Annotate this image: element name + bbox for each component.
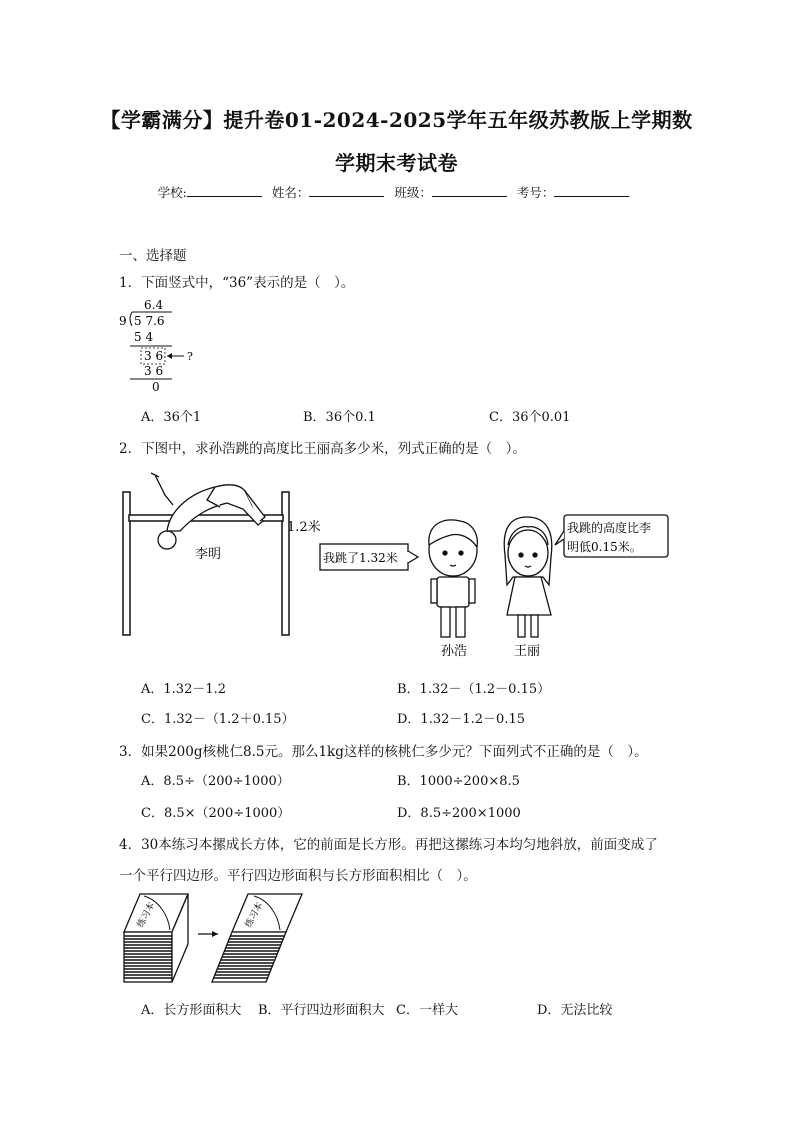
name-label: 姓名：	[271, 185, 310, 200]
boy-figure	[429, 520, 478, 637]
id-blank	[554, 184, 629, 197]
girl-figure	[504, 517, 552, 637]
q1-option-a[interactable]: A．36个1	[141, 410, 202, 425]
step2-text: 3 6	[144, 349, 164, 363]
long-division-figure	[112, 295, 212, 393]
dividend-text: 5 7.6	[134, 314, 165, 328]
step1-text: 5 4	[134, 330, 154, 344]
class-blank	[432, 184, 507, 197]
q4-option-c[interactable]: C．一样大	[396, 1003, 458, 1018]
q3-option-c[interactable]: C．8.5×（200÷1000）	[141, 806, 291, 821]
remainder-text: 0	[152, 380, 160, 393]
q3-option-d[interactable]: D．8.5÷200×1000	[397, 806, 521, 821]
boy-name: 孙浩	[441, 644, 468, 659]
question-4-stem-line2: 一个平行四边形。平行四边形面积与长方形面积相比（ ）。	[119, 868, 477, 884]
girl-name: 王丽	[514, 644, 541, 659]
q1-option-b[interactable]: B．36个0.1	[303, 410, 376, 425]
exercise-books-figure	[120, 890, 310, 986]
school-blank	[187, 184, 262, 197]
q3-option-b[interactable]: B．1000÷200×8.5	[397, 774, 520, 789]
right-book-label: 练习本	[243, 900, 266, 930]
girl-speech-line2: 明低0.15米。	[567, 540, 642, 554]
jumper-figure	[151, 473, 265, 549]
q4-option-d[interactable]: D．无法比较	[537, 1003, 613, 1018]
q4-option-a[interactable]: A．长方形面积大	[141, 1003, 242, 1018]
q2-option-d[interactable]: D．1.32－1.2－0.15	[397, 712, 525, 727]
q4-option-b[interactable]: B．平行四边形面积大	[258, 1003, 385, 1018]
question-mark-text: ?	[187, 350, 193, 363]
divisor-text: 9	[119, 314, 127, 328]
id-label: 考号：	[516, 185, 555, 200]
school-label: 学校:	[157, 185, 187, 200]
class-label: 班级：	[394, 185, 432, 200]
step3-text: 3 6	[144, 364, 164, 378]
girl-speech-line1: 我跳的高度比李	[567, 521, 652, 535]
question-3-stem: 3．如果200g核桃仁8.5元。那么1kg这样的核桃仁多少元？下面列式不正确的是（ ）。	[119, 744, 648, 760]
boy-speech-text: 我跳了1.32米	[323, 551, 398, 565]
question-1-stem: 1．下面竖式中，“36”表示的是（ ）。	[119, 275, 355, 291]
question-4-stem-line1: 4．30本练习本摞成长方体，它的前面是长方形。再把这摞练习本均匀地斜放，前面变成了	[119, 837, 658, 853]
bar-height-label: 1.2米	[287, 520, 321, 535]
section-heading: 一、选择题	[119, 248, 187, 264]
quotient-text: 6.4	[144, 298, 164, 312]
q2-option-c[interactable]: C．1.32－（1.2＋0.15）	[141, 712, 295, 727]
q1-option-c[interactable]: C．36个0.01	[489, 410, 571, 425]
q3-option-a[interactable]: A．8.5÷（200÷1000）	[141, 774, 290, 789]
q2-option-a[interactable]: A．1.32－1.2	[141, 682, 227, 697]
high-jump-figure	[115, 465, 675, 665]
q2-option-b[interactable]: B．1.32－（1.2－0.15）	[397, 682, 551, 697]
jumper-name: 李明	[195, 547, 222, 562]
page-title-line1: 【学霸满分】提升卷01-2024-2025学年五年级苏教版上学期数	[100, 108, 693, 132]
student-info-row	[0, 183, 793, 201]
question-2-stem: 2．下图中，求孙浩跳的高度比王丽高多少米，列式正确的是（ ）。	[119, 441, 526, 457]
name-blank	[309, 184, 384, 197]
page-title-line2: 学期末考试卷	[335, 151, 458, 175]
left-book-label: 练习本	[135, 900, 158, 930]
